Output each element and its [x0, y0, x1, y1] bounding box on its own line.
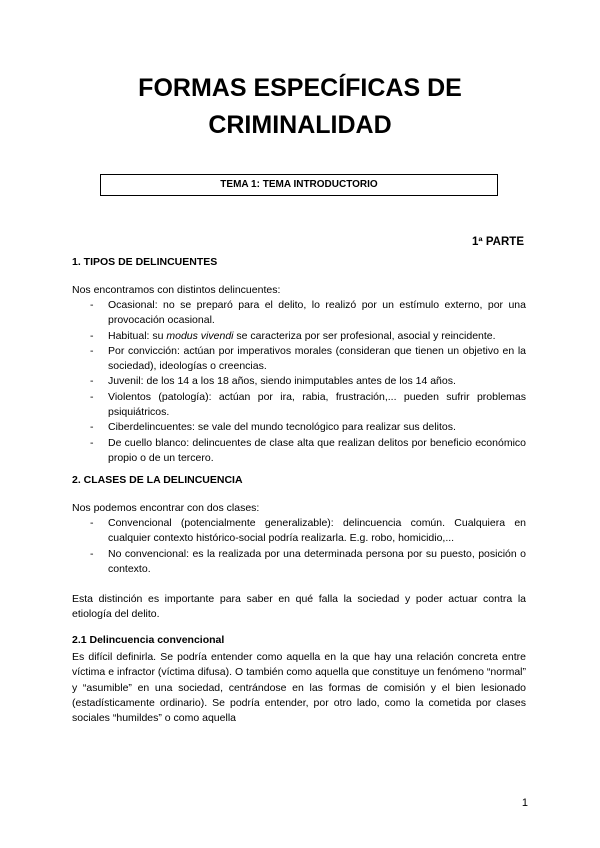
- topic-box: TEMA 1: TEMA INTRODUCTORIO: [100, 174, 498, 196]
- section-1-intro: Nos encontramos con distintos delincuentes:: [72, 284, 281, 296]
- section-2-note: Esta distinción es importante para saber en qué falla la sociedad y poder actuar contra la etiología del delito.: [72, 593, 526, 621]
- list-item: - Por convicción: actúan por imperativos morales (consideran que tienen un objetivo en la sociedad), ideologías o creencias.: [90, 344, 526, 373]
- section-2-intro: Nos podemos encontrar con dos clases:: [72, 502, 260, 514]
- subsection-2-1-heading: 2.1 Delincuencia convencional: [72, 634, 225, 646]
- list-item: - De cuello blanco: delincuentes de clase alta que realizan delitos por beneficio económico propio o de un tercero.: [90, 436, 526, 464]
- title-line-2: CRIMINALIDAD: [208, 111, 392, 139]
- list-item: - Convencional (potencialmente generalizable): delincuencia común. Cualquiera en cualquier contexto histórico-social podría realizarla. E.g. robo, homicidio,...: [90, 517, 526, 545]
- list-item: - Ciberdelincuentes: se vale del mundo tecnológico para realizar sus delitos.: [90, 421, 456, 434]
- section-2-heading: 2. CLASES DE LA DELINCUENCIA: [72, 474, 243, 486]
- subsection-2-1-text: Es difícil definirla. Se podría entender como aquella en la que hay una relación concreta entre víctima e infractor (víctima difusa). O también como aquella que constituye un fenómeno “normal” y “asumible” en una sociedad, centrándose en las formas de comisión y el bien lesionado (estadísticamente ordinario). Se podría entender, por otro lado, como la cometida por clases sociales “humildes” o como aquella: [72, 651, 526, 725]
- list-item: - Violentos (patología): actúan por ira, rabia, frustración,... pueden sufrir problemas psiquiátricos.: [90, 390, 526, 419]
- part-label: 1ª PARTE: [472, 236, 524, 248]
- section-1-heading: 1. TIPOS DE DELINCUENTES: [72, 256, 218, 268]
- list-item: - Ocasional: no se preparó para el delito, lo realizó por un estímulo externo, por una provocación ocasional.: [90, 299, 526, 327]
- list-item: - No convencional: es la realizada por una determinada persona por su puesto, posición o contexto.: [90, 547, 526, 575]
- italic-term: modus vivendi: [166, 329, 234, 342]
- document-title: [40, 70, 560, 144]
- list-item: - Juvenil: de los 14 a los 18 años, siendo inimputables antes de los 14 años.: [90, 375, 456, 388]
- list-item: - Habitual: su modus vivendi se caracteriza por ser profesional, asocial y reincidente.: [90, 329, 496, 342]
- section-1-list: [72, 298, 526, 466]
- page-number: 1: [521, 797, 528, 809]
- title-line-1: FORMAS ESPECÍFICAS DE: [138, 74, 462, 102]
- section-2-list: [72, 516, 526, 577]
